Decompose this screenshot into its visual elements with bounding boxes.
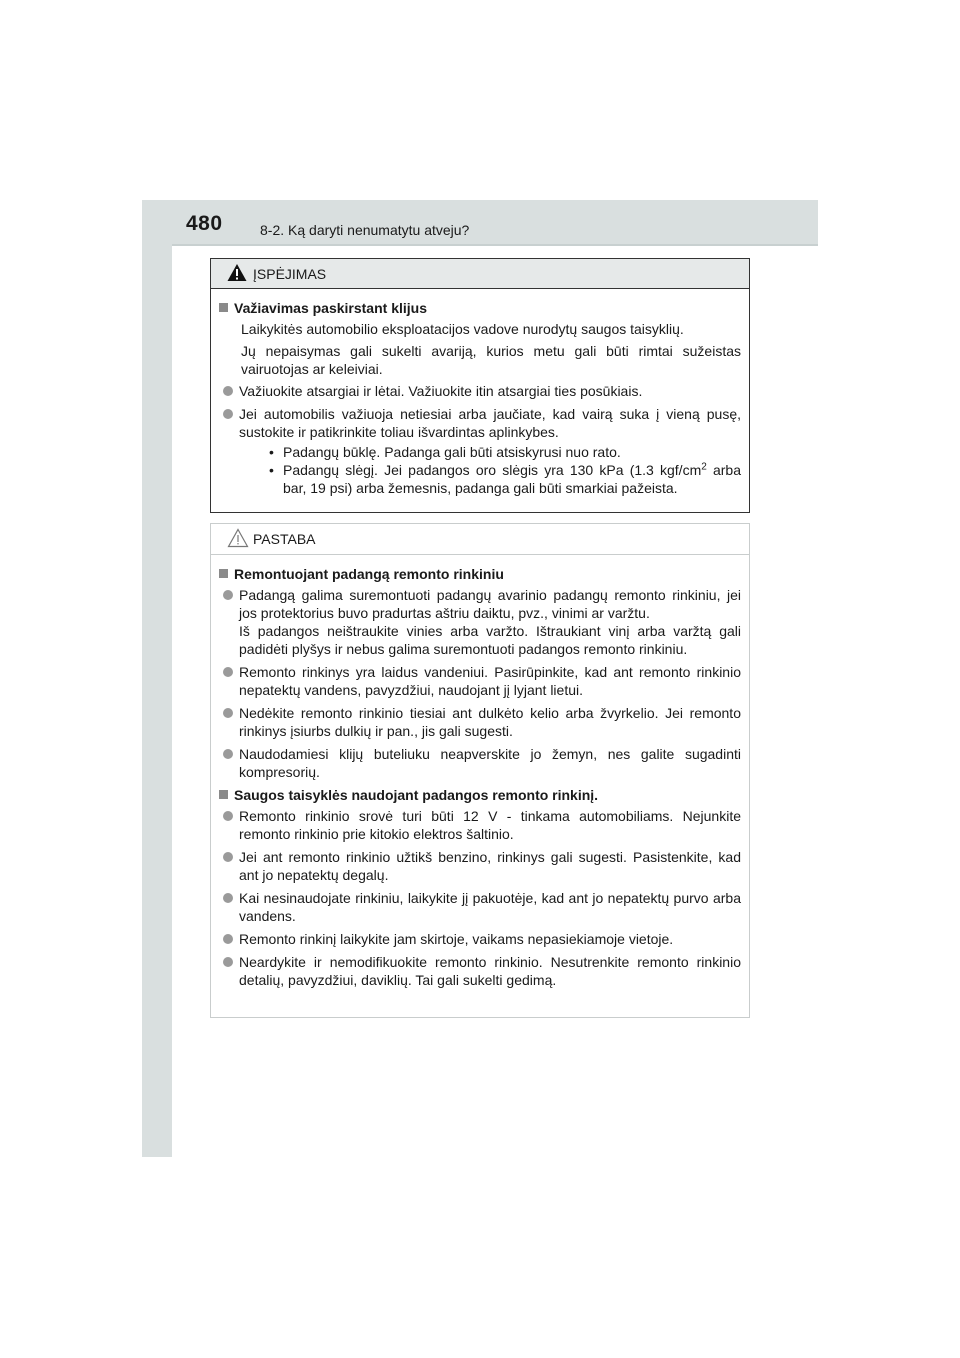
list-item: Remonto rinkinį laikykite jam skirtoje, vaikams nepasiekiamoje vietoje. [223,930,741,948]
warning-box [210,258,750,513]
warning-section-title: Važiavimas paskirstant klijus [219,299,741,317]
caution-icon [227,528,249,548]
list-item: Remonto rinkinys yra laidus vandeniui. Pasirūpinkite, kad ant remonto rinkinio nepatektų vandens, pavyzdžiui, naudojant jį lyjant lietui. [223,663,741,699]
page-number: 480 [186,212,223,235]
side-band [142,200,172,1157]
note-header [211,524,749,555]
circle-bullet-icon [223,934,233,944]
list-item: Padangą galima suremontuoti padangų avarinio padangų remonto rinkiniu, jei jos protektorius buvo pradurtas aštriu daiktu, pvz., vinimi ar varžtu. Iš padangos neištraukite vinies arba varžto. Ištraukiant vinį arba varžtą gali padidėti plyšys ir nebus galima suremontuoti padangos remonto rinkiniu. [223,586,741,658]
list-item: Neardykite ir nemodifikuokite remonto rinkinio. Nesutrenkite remonto rinkinio detalių, pavyzdžiui, daviklių. Tai gali sukelti gedimą. [223,953,741,989]
section-title: 8-2. Ką daryti nenumatytu atveju? [260,222,470,238]
sub-bullet: • Padangų būklę. Padanga gali būti atsiskyrusi nuo rato. [269,444,621,460]
note-section-title: Saugos taisyklės naudojant padangos remonto rinkinį. [219,786,741,804]
circle-bullet-icon [223,749,233,759]
note-box [210,523,750,1018]
circle-bullet-icon [223,893,233,903]
list-item: Kai nesinaudojate rinkiniu, laikykite jį pakuotėje, kad ant jo nepatektų purvo arba vandens. [223,889,741,925]
square-bullet-icon [219,790,228,799]
header-divider [172,244,818,246]
header-band [142,200,818,244]
circle-bullet-icon [223,409,233,419]
note-label: PASTABA [253,531,316,547]
list-item: Naudodamiesi klijų buteliuku neapverskite jo žemyn, nes galite sugadinti kompresorių. [223,745,741,781]
circle-bullet-icon [223,957,233,967]
list-item: Važiuokite atsargiai ir lėtai. Važiuokite itin atsargiai ties posūkiais. [223,382,741,400]
list-item: Remonto rinkinio srovė turi būti 12 V - tinkama automobiliams. Nejunkite remonto rinkinio prie kitokio elektros šaltinio. [223,807,741,843]
square-bullet-icon [219,303,228,312]
list-item: Jei ant remonto rinkinio užtikš benzino, rinkinys gali sugesti. Pasistenkite, kad ant jo nepatektų degalų. [223,848,741,884]
warning-label: ĮSPĖJIMAS [253,266,327,282]
square-bullet-icon [219,569,228,578]
circle-bullet-icon [223,386,233,396]
note-section-title: Remontuojant padangą remonto rinkiniu [219,565,741,583]
warning-header [211,259,749,289]
sub-bullet: • Padangų slėgį. Jei padangos oro slėgis yra 130 kPa (1.3 kgf/$cm^2$ arba bar, 19 psi) arba žemesnis, padanga gali būti smarkiai pažeista. [269,461,741,496]
list-item: Jei automobilis važiuoja netiesiai arba jaučiate, kad vairą suka į vieną pusę, sustokite ir patikrinkite toliau išvardintas aplinkybes. • Padangų būklę. Padanga gali būti atsiskyrusi nuo rato. • Padangų slėgį. Jei padangos oro slėgis yra 130 kPa (1.3 kgf/$cm^2$ arba bar, 19 psi) arba žemesnis, padanga gali būti smarkiai pažeista. [223,405,741,497]
circle-bullet-icon [223,811,233,821]
warning-paragraph: Laikykitės automobilio eksploatacijos vadove nurodytų saugos taisyklių. [241,321,684,337]
note-content [211,555,749,989]
circle-bullet-icon [223,590,233,600]
sub-bullet-list [269,443,741,497]
circle-bullet-icon [223,708,233,718]
circle-bullet-icon [223,852,233,862]
list-item: Nedėkite remonto rinkinio tiesiai ant dulkėto kelio arba žvyrkelio. Jei remonto rinkinys įsiurbs dulkių ir pan., jis gali sugesti. [223,704,741,740]
warning-icon [227,263,247,282]
warning-paragraph: Jų nepaisymas gali sukelti avariją, kurios metu gali būti rimtai sužeistas vairuotojas ar keleiviai. [241,343,741,377]
warning-content [211,289,749,497]
circle-bullet-icon [223,667,233,677]
